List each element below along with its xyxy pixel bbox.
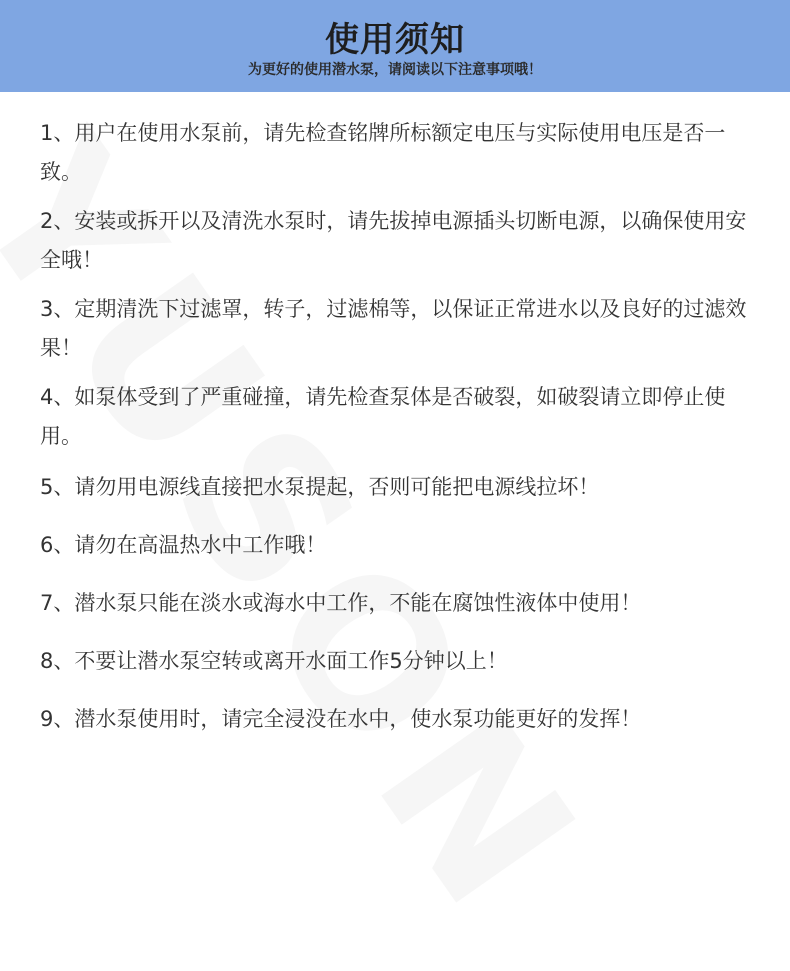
instruction-item-7: 7、潜水泵只能在淡水或海水中工作，不能在腐蚀性液体中使用！	[40, 591, 642, 615]
instruction-item-9: 9、潜水泵使用时，请完全浸没在水中，使水泵功能更好的发挥！	[40, 707, 642, 731]
header-banner	[0, 0, 790, 92]
instruction-item-6: 6、请勿在高温热水中工作哦！	[40, 533, 327, 557]
instruction-item-8: 8、不要让潜水泵空转或离开水面工作5分钟以上！	[40, 649, 508, 673]
page-subtitle: 为更好的使用潜水泵，请阅读以下注意事项哦！	[248, 62, 542, 78]
instruction-item-5: 5、请勿用电源线直接把水泵提起，否则可能把电源线拉坏！	[40, 475, 600, 499]
instruction-item-4: 4、如泵体受到了严重碰撞，请先检查泵体是否破裂，如破裂请立即停止使用。	[40, 385, 726, 448]
page-title: 使用须知	[325, 20, 465, 60]
instructions-list	[40, 114, 750, 739]
instruction-item-2: 2、安装或拆开以及清洗水泵时，请先拔掉电源插头切断电源，以确保使用安全哦！	[40, 209, 747, 272]
instruction-item-3: 3、定期清洗下过滤罩，转子，过滤棉等，以保证正常进水以及良好的过滤效果！	[40, 297, 747, 360]
instruction-item-1: 1、用户在使用水泵前，请先检查铭牌所标额定电压与实际使用电压是否一致。	[40, 121, 726, 184]
